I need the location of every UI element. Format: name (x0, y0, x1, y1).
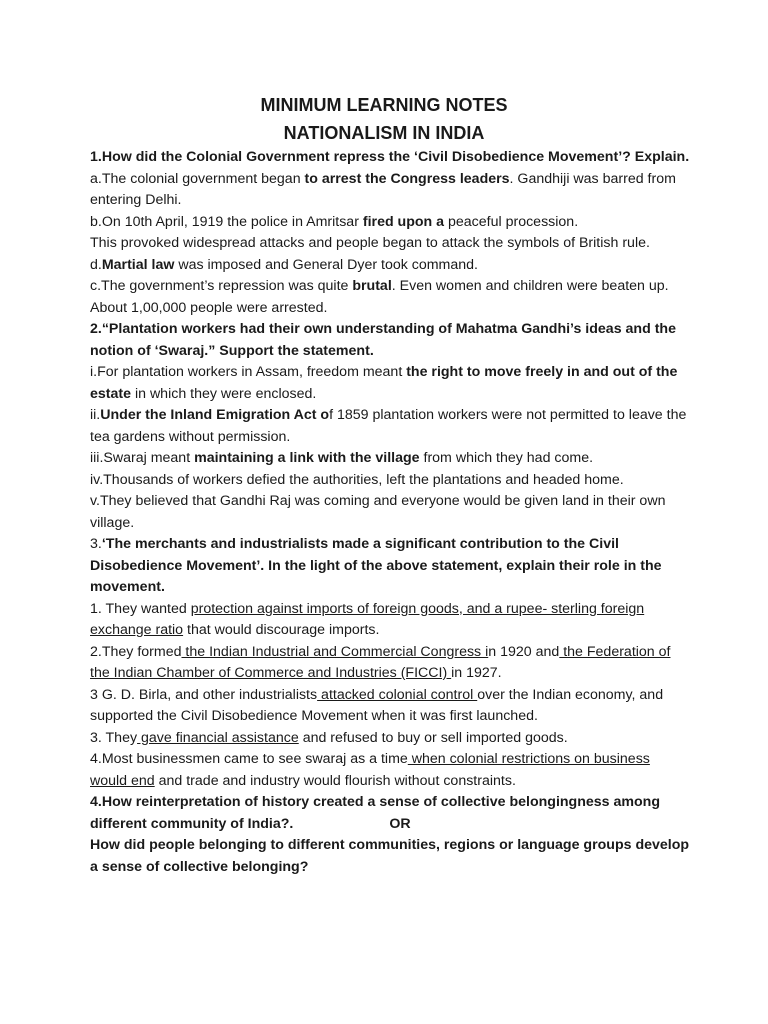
answer-2i: i.For plantation workers in Assam, freedom meant the right to move freely in and out of the estate in which they were enclosed. (90, 364, 678, 402)
answer-1b: b.On 10th April, 1919 the police in Amritsar fired upon a peaceful procession. (90, 213, 579, 230)
answer-3-1: 1. They wanted protection against imports of foreign goods, and a rupee- sterling foreign exchange ratio that would discourage imports. (90, 600, 645, 638)
notes-body (90, 147, 690, 878)
answer-3-2: 2.They formed the Indian Industrial and Commercial Congress in 1920 and the Federation of the Indian Chamber of Commerce and Industries (FICCI) in 1927. (90, 643, 671, 681)
answer-2ii: ii.Under the Inland Emigration Act of 1859 plantation workers were not permitted to leave the tea gardens without permission. (90, 407, 687, 445)
answer-3-4: 3. They gave financial assistance and refused to buy or sell imported goods. (90, 729, 568, 746)
answer-2iv: iv.Thousands of workers defied the authorities, left the plantations and headed home. (90, 471, 624, 488)
or-separator: OR (389, 815, 411, 832)
question-2: 2.“Plantation workers had their own understanding of Mahatma Gandhi’s ideas and the notion of ‘Swaraj.” Support the statement. (90, 321, 676, 359)
question-4: 4.How reinterpretation of history created a sense of collective belongingness among different community of India?. OR (90, 792, 690, 835)
question-3: 3.‘The merchants and industrialists made a significant contribution to the Civil Disobedience Movement’. In the light of the above statement, explain their role in the movement. (90, 536, 662, 595)
page-title: MINIMUM LEARNING NOTES (260, 95, 508, 115)
answer-1d: d.Martial law was imposed and General Dyer took command. (90, 256, 478, 273)
answer-1b-cont: This provoked widespread attacks and people began to attack the symbols of British rule. (90, 235, 650, 251)
answer-2v: v.They believed that Gandhi Raj was coming and everyone would be given land in their own village. (90, 493, 666, 531)
question-4-alt: How did people belonging to different communities, regions or language groups develop a sense of collective belonging? (90, 837, 690, 875)
answer-1c: c.The government’s repression was quite brutal. Even women and children were beaten up. About 1,00,000 people were arrested. (90, 278, 669, 316)
answer-3-5: 4.Most businessmen came to see swaraj as a time when colonial restrictions on business would end and trade and industry would flourish without constraints. (90, 751, 650, 789)
question-1: 1.How did the Colonial Government repress the ‘Civil Disobedience Movement’? Explain. (90, 149, 690, 165)
page-subtitle: NATIONALISM IN INDIA (283, 123, 485, 143)
answer-2iii: iii.Swaraj meant maintaining a link with the village from which they had come. (90, 450, 594, 466)
answer-3-3: 3 G. D. Birla, and other industrialists attacked colonial control over the Indian economy, and supported the Civil Disobedience Movement when it was first launched. (90, 686, 664, 724)
answer-1a: a.The colonial government began to arrest the Congress leaders. Gandhiji was barred from entering Delhi. (90, 170, 676, 208)
